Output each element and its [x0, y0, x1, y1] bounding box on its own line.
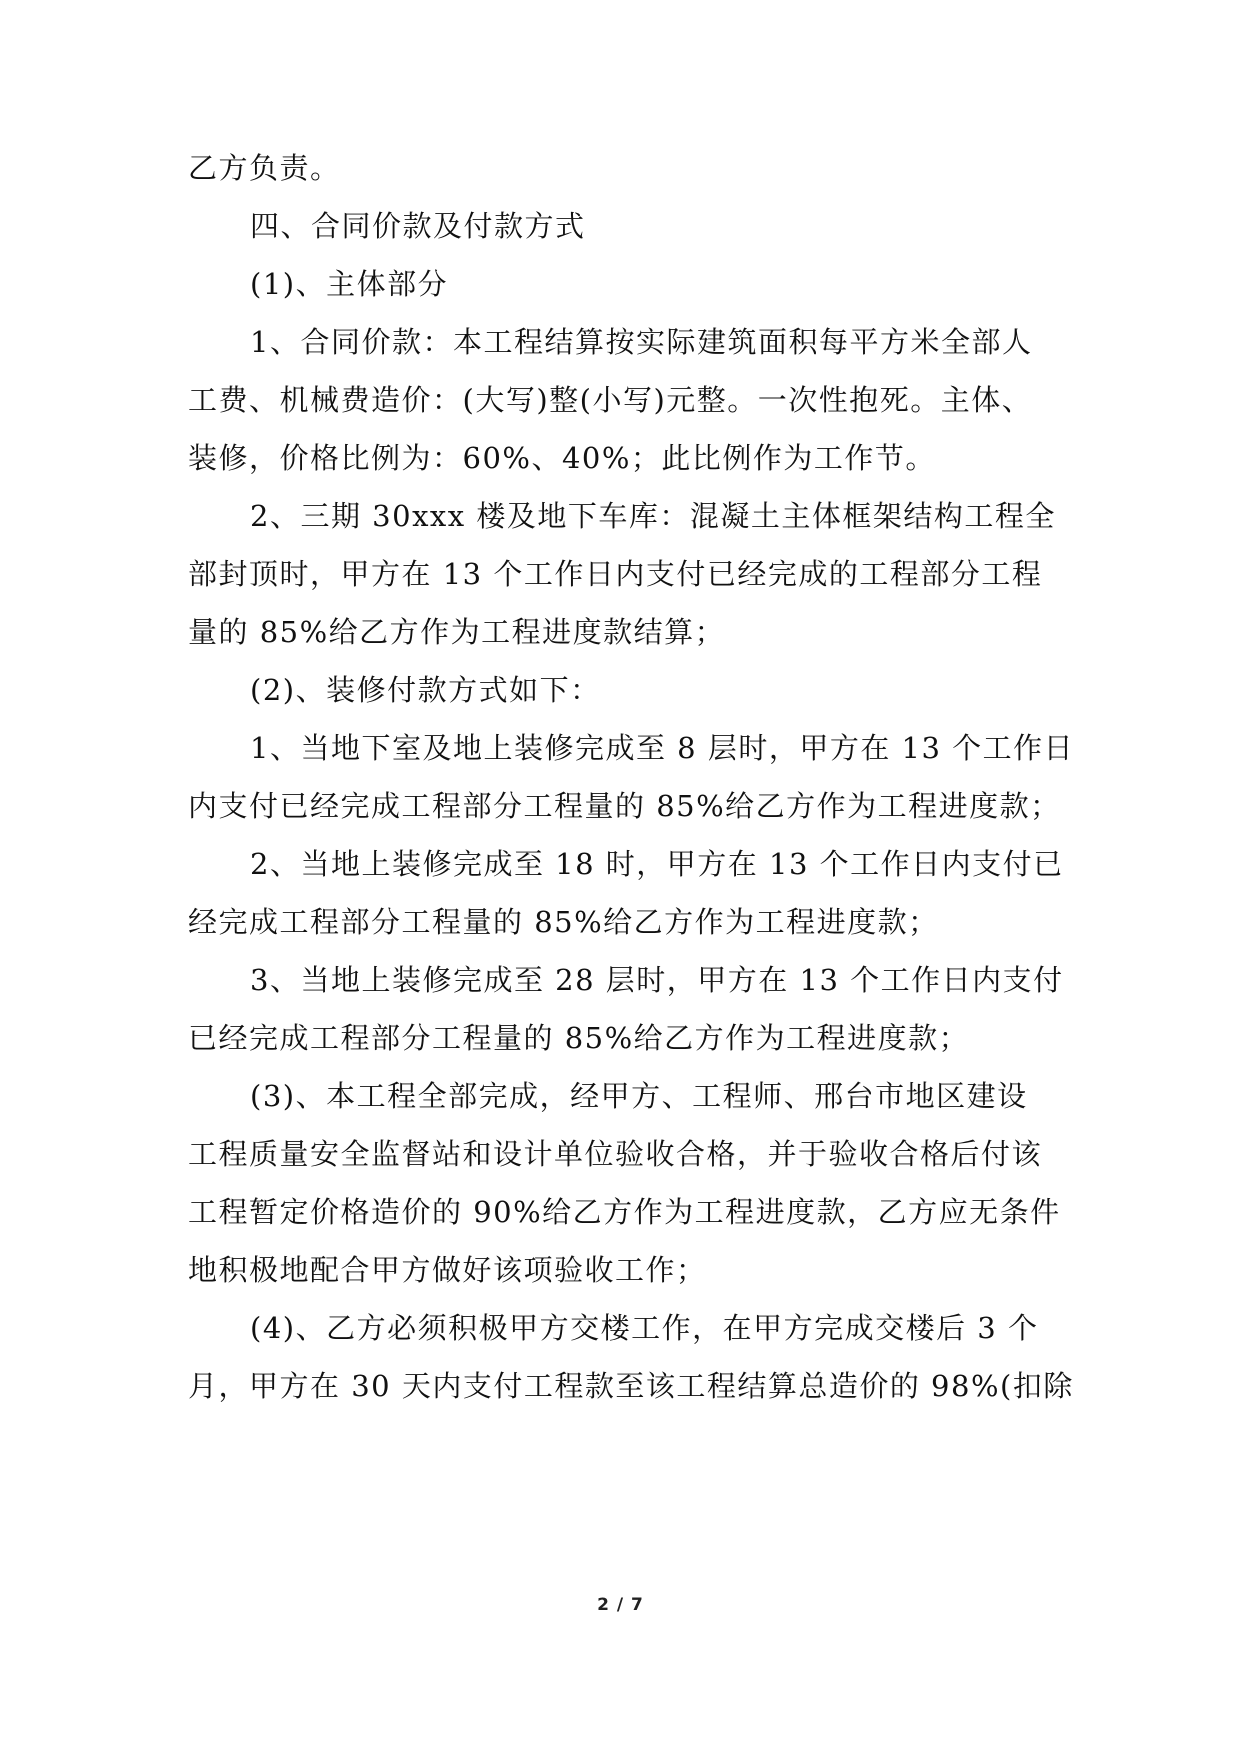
text-line: 工程质量安全监督站和设计单位验收合格，并于验收合格后付该: [188, 1137, 1043, 1171]
text-line: 部封顶时，甲方在 13 个工作日内支付已经完成的工程部分工程: [188, 557, 1043, 591]
text-line: 装修，价格比例为：60%、40%；此比例作为工作节。: [188, 441, 936, 475]
text-line: 地积极地配合甲方做好该项验收工作；: [188, 1253, 707, 1287]
text-line: 3、当地上装修完成至 28 层时，甲方在 13 个工作日内支付: [250, 963, 1064, 997]
page-number: 2 / 7: [597, 1595, 644, 1615]
text-line: 工费、机械费造价：(大写)整(小写)元整。一次性抱死。主体、: [188, 383, 1033, 417]
text-line: (4)、乙方必须积极甲方交楼工作，在甲方完成交楼后 3 个: [250, 1311, 1039, 1345]
subsection-heading: (2)、装修付款方式如下：: [250, 673, 601, 707]
text-line: 乙方负责。: [188, 151, 341, 185]
text-line: 2、当地上装修完成至 18 时，甲方在 13 个工作日内支付已: [250, 847, 1064, 881]
text-line: 1、当地下室及地上装修完成至 8 层时，甲方在 13 个工作日: [250, 731, 1075, 765]
text-line: 2、三期 30xxx 楼及地下车库：混凝土主体框架结构工程全: [250, 499, 1056, 533]
text-line: 量的 85%给乙方作为工程进度款结算；: [188, 615, 726, 649]
text-line: 已经完成工程部分工程量的 85%给乙方作为工程进度款；: [188, 1021, 970, 1055]
text-line: 内支付已经完成工程部分工程量的 85%给乙方作为工程进度款；: [188, 789, 1061, 823]
text-line: 工程暂定价格造价的 90%给乙方作为工程进度款，乙方应无条件: [188, 1195, 1061, 1229]
text-line: (3)、本工程全部完成，经甲方、工程师、邢台市地区建设: [250, 1079, 1028, 1113]
section-heading: 四、合同价款及付款方式: [250, 209, 586, 243]
text-line: 月，甲方在 30 天内支付工程款至该工程结算总造价的 98%(扣除: [188, 1369, 1074, 1403]
text-line: 经完成工程部分工程量的 85%给乙方作为工程进度款；: [188, 905, 939, 939]
text-line: 1、合同价款：本工程结算按实际建筑面积每平方米全部人: [250, 325, 1033, 359]
subsection-heading: (1)、主体部分: [250, 267, 449, 301]
